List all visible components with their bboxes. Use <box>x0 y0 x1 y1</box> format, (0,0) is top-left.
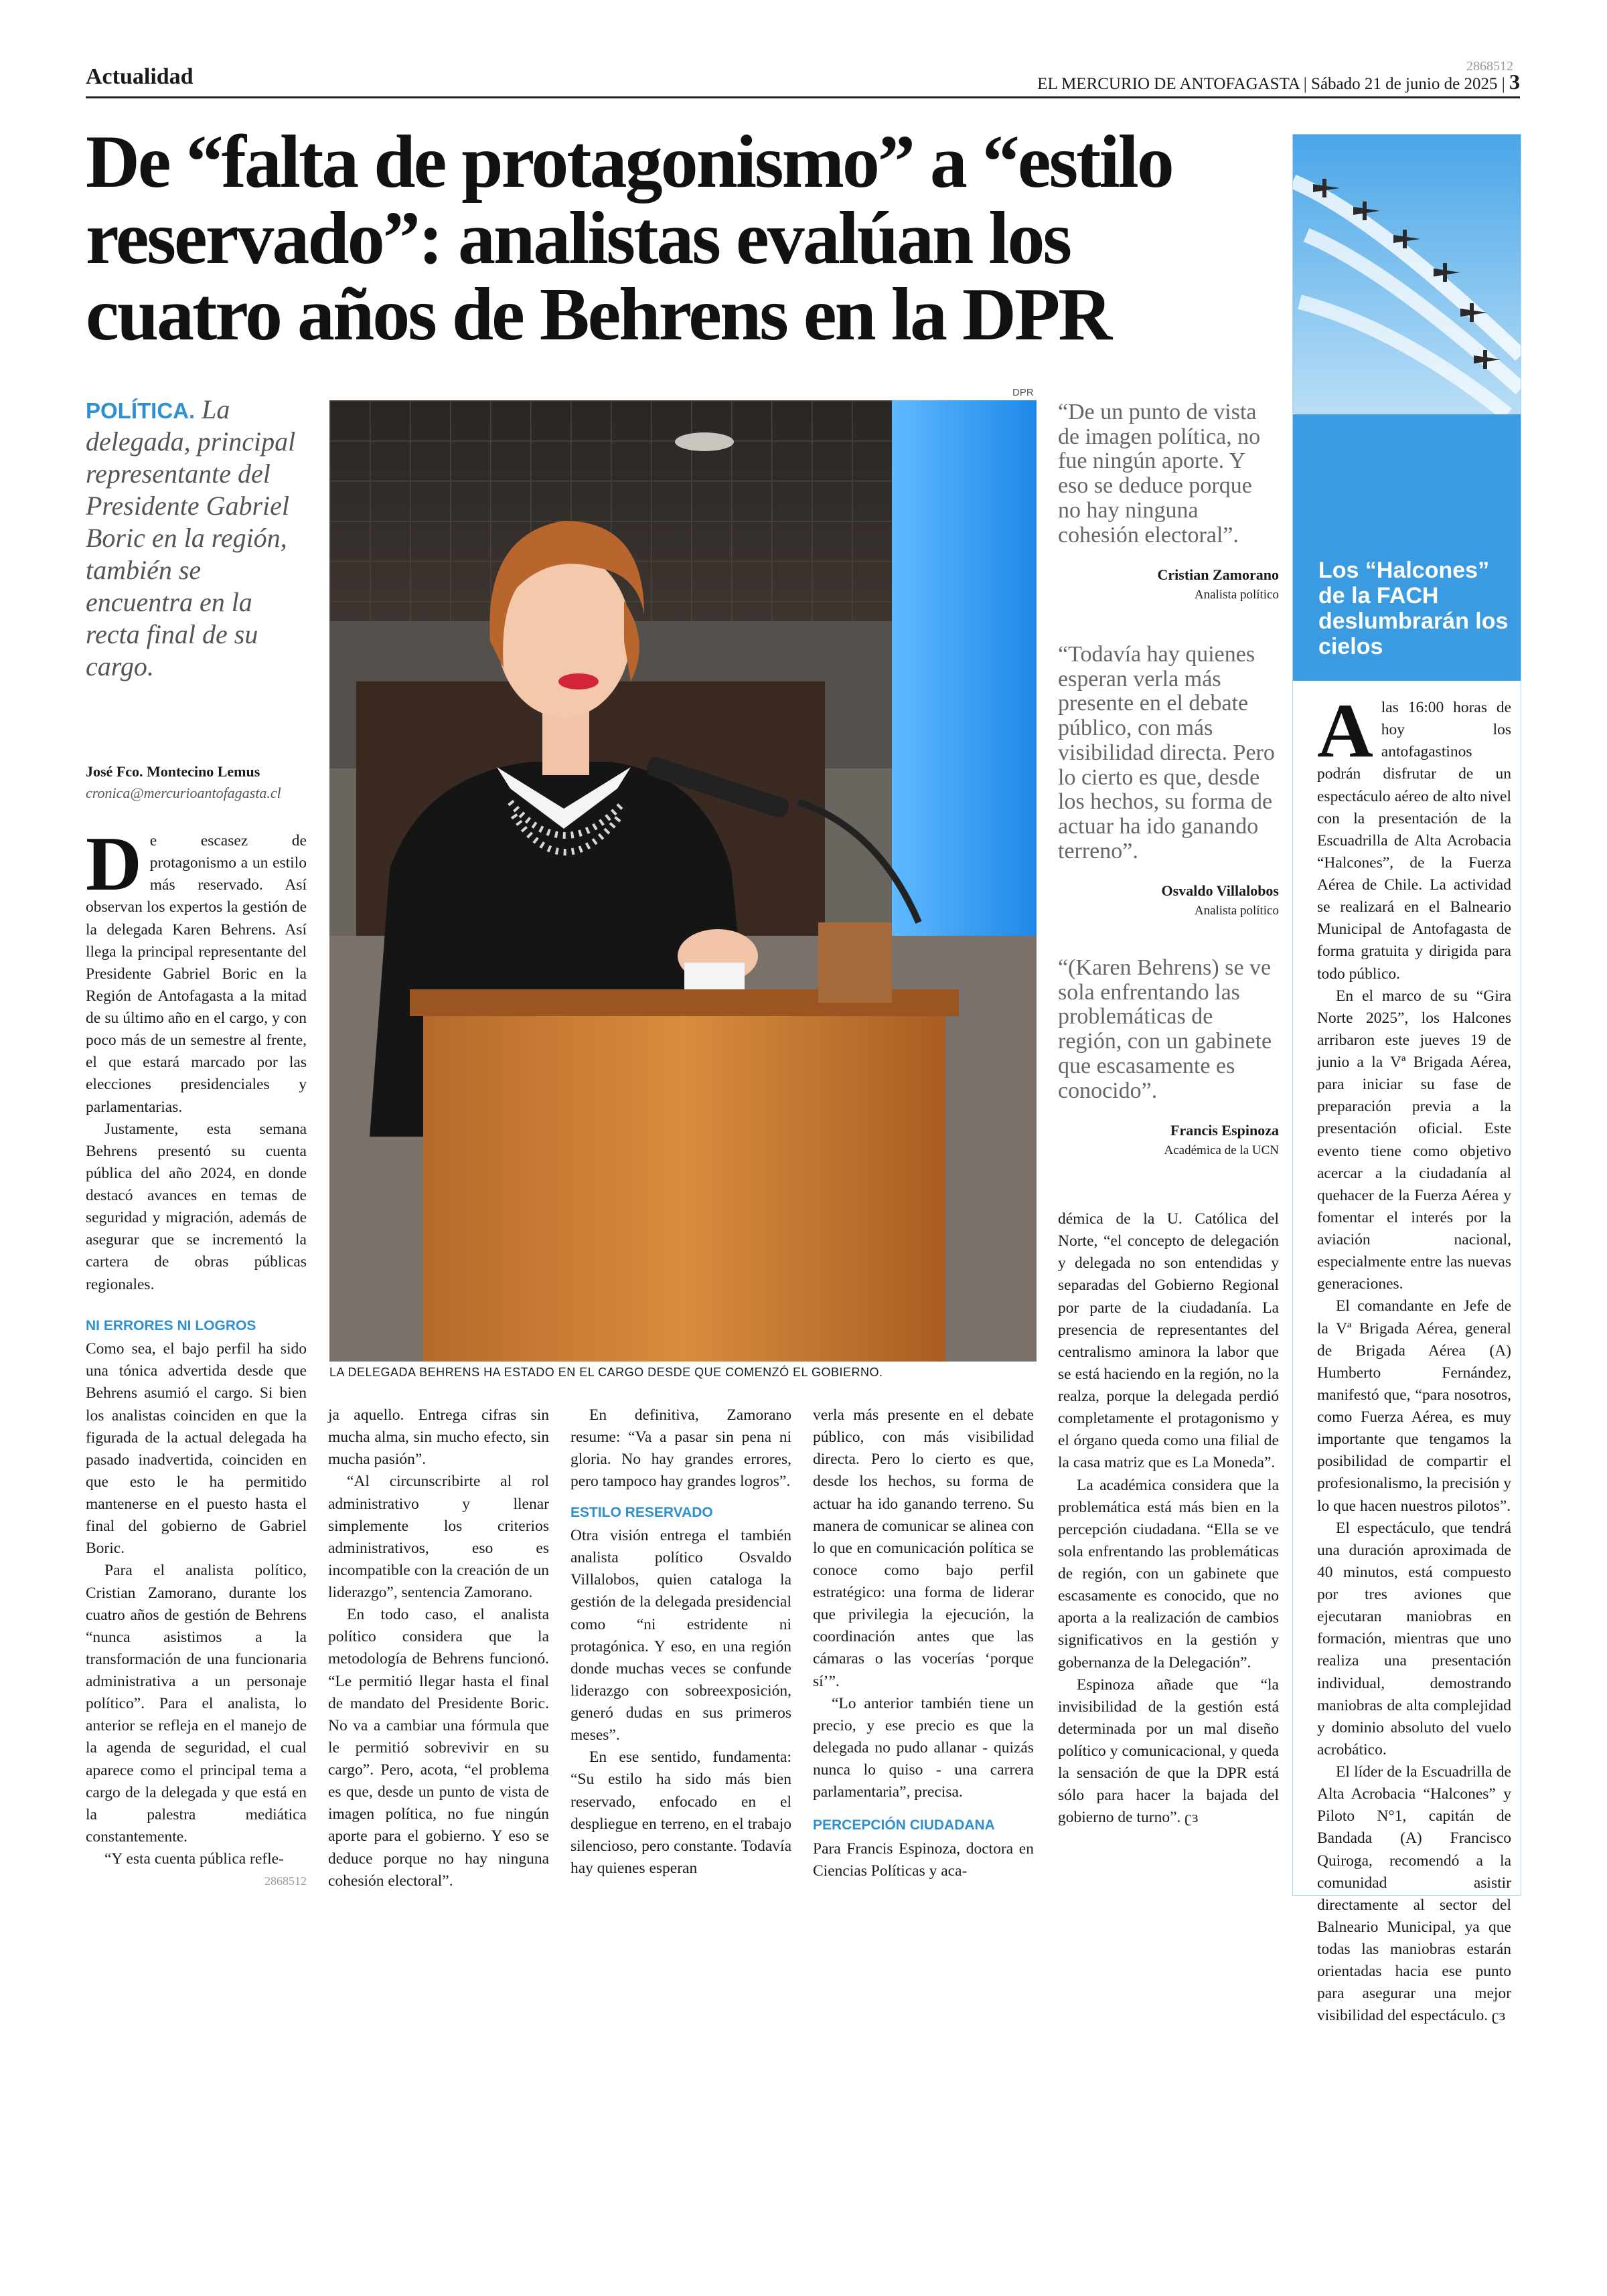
pull-quote <box>1058 956 1279 1158</box>
paragraph: El comandante en Jefe de la Vª Brigada Aérea, general de Brigada Aérea (A) Humberto Fernández, manifestó que, “para nosotros, como Fuerza Aérea, es muy importante que tengamos la posibilidad de compartir el profesionalismo, la precisión y lo que hacen nuestros pilotos”. <box>1317 1297 1511 1515</box>
paragraph: Espinoza añade que “la invisibilidad de la gestión está determinada por un mal diseño político y comunicacional, y queda la sensación de que la DPR está sólo para hacer la bajada del gobierno de turno”. ʗɜ <box>1058 1675 1279 1827</box>
quote-role: Analista político <box>1194 588 1279 602</box>
section-label: Actualidad <box>86 64 194 89</box>
quote-text: “Todavía hay quienes esperan verla más presente en el debate público, con más visibilidad directa. Pero lo cierto es que, desde los hechos, su forma de actuar ha ido ganando terreno”. <box>1058 642 1275 864</box>
byline <box>86 763 307 802</box>
sidebar-halcones <box>1292 134 1521 2025</box>
quote-role: Académica de la UCN <box>1164 1143 1279 1158</box>
kicker: POLÍTICA. <box>86 398 196 423</box>
paragraph: De escasez de protagonismo a un estilo más reservado. Así observan los expertos la gestión de la delegada Karen Behrens. Así llega la principal representante del Presidente Gabriel Boric en la Región de Antofagasta a la mitad de su último año en el cargo, y con poco más de un semestre al frente, el que estará marcado por las elecciones presidenciales y parlamentarias. <box>86 821 307 1116</box>
photo-credit: DPR <box>1012 387 1034 398</box>
paragraph: Justamente, esta semana Behrens presentó su cuenta pública del año 2024, en donde destacó avances en temas de seguridad y migración, además de asegurar que se incrementó la cartera de obras públicas regionales. <box>86 1120 307 1293</box>
quote-text: “(Karen Behrens) se ve sola enfrentando las problemáticas de región, con un gabinete que escasamente es conocido”. <box>1058 955 1272 1103</box>
article-column-4 <box>813 1404 1034 1882</box>
id-watermark: 2868512 <box>264 1874 307 1888</box>
author-email[interactable]: cronica@mercurioantofagasta.cl <box>86 785 281 801</box>
article-deck <box>86 394 307 683</box>
paragraph: Otra visión entrega el también analista político Osvaldo Villalobos, quien cataloga la gestión de la delegada presidencial como “ni estridente ni protagónica. Y eso, en una región donde muchas veces se confunde liderazgo con sobreexposición, generó dudas en sus primeros meses”. <box>570 1527 791 1744</box>
paragraph: Alas 16:00 horas de hoy los antofagastinos podrán disfrutar de un espectáculo aéreo de alto nivel con la presentación de la Escuadrilla de Alta Acrobacia “Halcones”, de la Fuerza Aérea de Chile. La actividad se realizará en el Balneario Municipal de Antofagasta de forma gratuita y dirigida para todo público. <box>1317 688 1511 983</box>
paragraph: En ese sentido, fundamenta: “Su estilo ha sido más bien reservado, enfocado en el despliegue en terreno, en el trabajo silencioso, pero constante. Todavía hay quienes esperan <box>570 1748 791 1877</box>
page-number: 3 <box>1509 70 1520 94</box>
article-column-1 <box>86 821 307 1890</box>
paragraph: El líder de la Escuadrilla de Alta Acrobacia “Halcones” y Piloto N°1, capitán de Bandada (A) Francisco Quiroga, recomendó a la comunidad asistir directamente al sector del Balneario Municipal, ya que todas las maniobras estarán orientadas hacia ese punto para asegurar una mejor visibilidad del espectáculo. ʗɜ <box>1317 1763 1511 2025</box>
aircraft-formation-image <box>1293 135 1521 414</box>
paragraph: En todo caso, el analista político considera que la metodología de Behrens funcionó. “Le permitió llegar hasta el final de mandato del Presidente Boric. No va a cambiar una fórmula que le permitió sobrevivir en su cargo”. Pero, acota, “el problema es que, desde un punto de vista de imagen política, no fue ningún aporte para el gobierno. Y eso se deduce porque no hay ninguna cohesión electoral”. <box>328 1606 549 1890</box>
article-column-3 <box>570 1404 791 1880</box>
subhead-ni-errores: NI ERRORES NI LOGROS <box>86 1317 256 1333</box>
sidebar-body <box>1317 688 1511 2028</box>
sidebar-title: Los “Halcones” de la FACH deslumbrarán los cielos <box>1293 414 1521 681</box>
subhead-estilo-reservado: ESTILO RESERVADO <box>570 1504 713 1520</box>
end-mark: ʗɜ <box>1184 1809 1199 1827</box>
paragraph: Como sea, el bajo perfil ha sido una tónica advertida desde que Behrens asumió el cargo. Si bien los analistas coinciden en que la figurada de la actual delegada ha pasado inadvertida, coinciden en que esto le ha permitido mantenerse en el puesto hasta el final del gobierno de Gabriel Boric. <box>86 1340 307 1558</box>
header-rule <box>86 96 1520 98</box>
newspaper-name: EL MERCURIO DE ANTOFAGASTA <box>1037 75 1300 93</box>
paragraph: “Lo anterior también tiene un precio, y ese precio es que la delegada no pudo allanar - quizás nunca lo quiso - una carrera parlamentaria”, precisa. <box>813 1694 1034 1801</box>
dropcap: D <box>86 821 142 907</box>
article-headline: De “falta de protagonismo” a “estilo reservado”: analistas evalúan los cuatro años de Behrens en la DPR <box>86 120 1172 357</box>
paragraph: Para el analista político, Cristian Zamorano, durante los cuatro años de gestión de Behrens “nunca asistimos a la transformación de una funcionaria administrativa a un personaje político”. Para el analista, lo anterior se refleja en el manejo de la agenda de seguridad, el cual aparece como el principal tema a cargo de la delegada y que está en la palestra mediática constantemente. <box>86 1562 307 1846</box>
paragraph: La académica considera que la problemática está más bien en la percepción ciudadana. “Ella se ve sola enfrentando las problemáticas de región, con un gabinete que escasamente es conocido, que no aporta a la realización de cambios significativos en la gestión y gobernanza de la Delegación”. <box>1058 1476 1279 1671</box>
pull-quote <box>1058 400 1279 602</box>
paragraph: ja aquello. Entrega cifras sin mucha alma, sin mucho efecto, sin mucha pasión”. <box>328 1406 549 1469</box>
deck-text: La delegada, principal representante del Presidente Gabriel Boric en la región, también se encuentra en la recta final de su cargo. <box>86 394 296 681</box>
quote-author: Cristian Zamorano <box>1157 566 1279 584</box>
author-name: José Fco. Montecino Lemus <box>86 763 260 780</box>
paragraph: En el marco de su “Gira Norte 2025”, los Halcones arribaron este jueves 19 de junio a la Vª Brigada Aérea, para iniciar su fase de preparación previa a la presentación oficial. Este evento tiene como objetivo acercar a la ciudadanía al quehacer de la Fuerza Aérea y fomentar el interés por la aviación nacional, especialmente entre las nuevas generaciones. <box>1317 987 1511 1293</box>
quote-text: “De un punto de vista de imagen política, no fue ningún aporte. Y eso se deduce porque no hay ninguna cohesión electoral”. <box>1058 400 1261 548</box>
delegate-at-podium-image <box>329 400 1037 1362</box>
subhead-percepcion: PERCEPCIÓN CIUDADANA <box>813 1817 995 1833</box>
paragraph: “Y esta cuenta pública refle- <box>104 1850 284 1868</box>
paragraph: En definitiva, Zamorano resume: “Va a pasar sin pena ni gloria. No hay grandes errores, pero tampoco hay grandes logros”. <box>570 1406 791 1491</box>
paragraph: El espectáculo, que tendrá una duración aproximada de 40 minutos, está compuesto por tres aviones que ejecutaran maniobras en formación, mientras que uno realiza una presentación individual, demostrando maniobras de alta complejidad y dominio absoluto del vuelo acrobático. <box>1317 1519 1511 1758</box>
masthead: EL MERCURIO DE ANTOFAGASTA | Sábado 21 de junio de 2025 | 3 <box>1037 70 1520 94</box>
pull-quote <box>1058 643 1279 918</box>
paragraph: démica de la U. Católica del Norte, “el concepto de delegación y delegada no son entendidas y separadas del Gobierno Regional por parte de la ciudadanía. La presencia de representantes del centralismo aminora la labor que se está haciendo en la región, no la realza, porque la delegada perdió completamente el protagonismo y el órgano queda como una filial de la casa matriz que es La Moneda”. <box>1058 1210 1279 1472</box>
photo-caption: LA DELEGADA BEHRENS HA ESTADO EN EL CARGO DESDE QUE COMENZÓ EL GOBIERNO. <box>329 1366 883 1379</box>
publication-date: Sábado 21 de junio de 2025 <box>1311 75 1498 93</box>
paragraph: verla más presente en el debate público, con más visibilidad directa. Pero lo cierto es que, desde los hechos, su forma de actuar ha ido ganando terreno. Su manera de comunicar se alinea con lo que en comunicación política se conoce como bajo perfil estratégico: una forma de liderar que privilegia la ejecución, la coordinación antes que las cámaras o las vocerías ‘porque sí’”. <box>813 1406 1034 1690</box>
quote-author: Francis Espinoza <box>1170 1122 1279 1139</box>
article-column-5 <box>1058 1208 1279 1829</box>
dropcap: A <box>1317 688 1373 774</box>
id-watermark: 2868512 <box>1466 59 1513 74</box>
article-photo <box>329 400 1037 1362</box>
sidebar-photo <box>1293 135 1521 414</box>
paragraph: Para Francis Espinoza, doctora en Ciencias Políticas y aca- <box>813 1839 1034 1880</box>
article-column-2 <box>328 1404 549 1892</box>
paragraph: “Al circunscribirte al rol administrativo y llenar simplemente los criterios administrativos, eso es incompatible con la creación de un liderazgo”, sentencia Zamorano. <box>328 1473 549 1601</box>
end-mark: ʗɜ <box>1492 2007 1506 2025</box>
quote-role: Analista político <box>1194 904 1279 918</box>
quote-author: Osvaldo Villalobos <box>1161 882 1279 900</box>
